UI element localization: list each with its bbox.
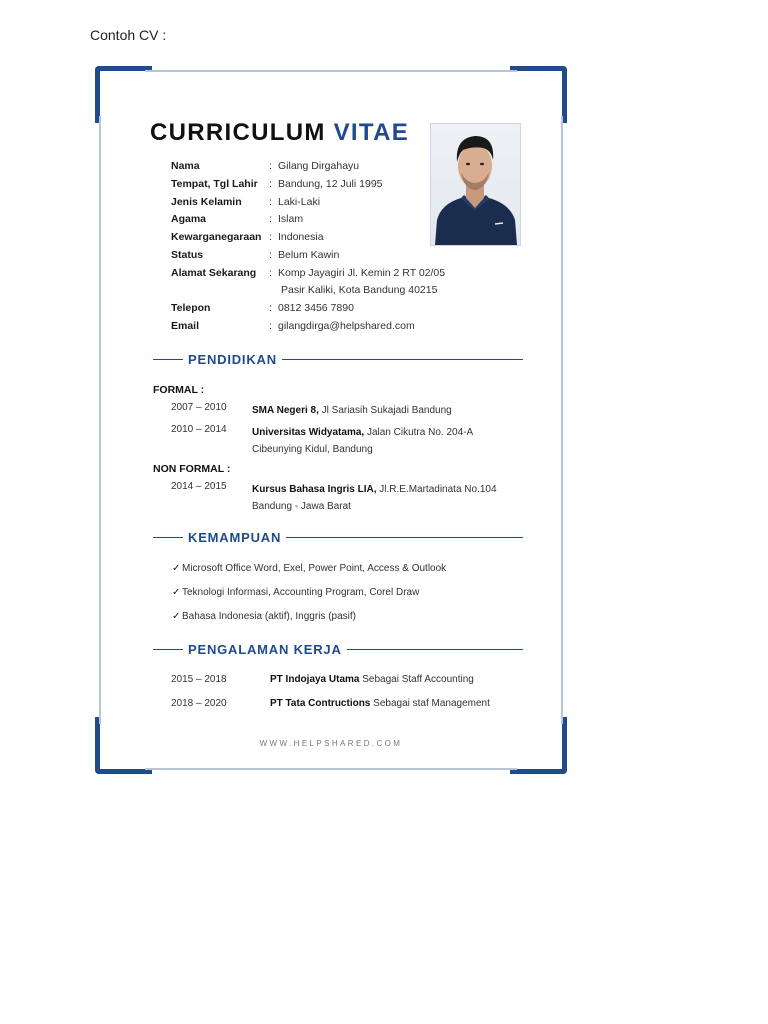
- detail-label: Status: [171, 248, 204, 261]
- detail-label: Telepon: [171, 302, 211, 315]
- detail-colon: :: [269, 231, 272, 244]
- detail-label: Nama: [171, 160, 200, 172]
- detail-value-address: [278, 267, 445, 296]
- section-rule: [153, 649, 183, 651]
- address-line-2: Pasir Kaliki, Kota Bandung 40215: [281, 283, 438, 296]
- frame-line-top: [145, 70, 517, 72]
- footer-url: WWW.HELPSHARED.COM: [259, 739, 403, 748]
- personal-details: [171, 160, 445, 338]
- education-entry: [153, 481, 502, 515]
- experience-role: Sebagai Staff Accounting: [359, 674, 474, 685]
- experience-years: 2015 – 2018: [171, 674, 227, 685]
- skill-text: Bahasa Indonesia (aktif), Inggris (pasif): [182, 611, 356, 622]
- education-detail: Jalan Cikutra No. 204-A: [364, 427, 474, 438]
- detail-value: Bandung, 12 Juli 1995: [278, 177, 383, 190]
- detail-row-telepon: [171, 302, 445, 320]
- check-icon: ✓: [172, 563, 181, 574]
- detail-label: Agama: [171, 213, 207, 226]
- detail-colon: :: [269, 266, 272, 279]
- education-years: 2014 – 2015: [171, 481, 227, 492]
- education-years: 2010 – 2014: [171, 424, 227, 435]
- education-detail-line2: Cibeunying Kidul, Bandung: [252, 444, 373, 455]
- detail-value: Belum Kawin: [278, 248, 340, 261]
- experience-text: [270, 674, 474, 698]
- education-text: [252, 402, 502, 419]
- detail-row-agama: [171, 213, 445, 231]
- detail-colon: :: [269, 160, 272, 172]
- section-rule: [153, 537, 183, 539]
- experience-role: Sebagai staf Management: [370, 698, 490, 709]
- detail-colon: :: [269, 302, 272, 315]
- detail-row-jenis-kelamin: [171, 196, 445, 214]
- section-title: KEMAMPUAN: [188, 530, 282, 545]
- skill-text: Microsoft Office Word, Exel, Power Point, Access & Outlook: [182, 563, 447, 574]
- cv-title-main: CURRICULUM: [150, 119, 326, 146]
- education-entry: [153, 402, 502, 419]
- education-entry: [153, 424, 502, 458]
- education-detail: Jl Sariasih Sukajadi Bandung: [318, 405, 452, 416]
- detail-row-nama: [171, 160, 445, 178]
- skill-item: [172, 563, 446, 587]
- section-rule: [282, 359, 523, 361]
- experience-row: [171, 698, 490, 722]
- detail-value: Indonesia: [278, 231, 324, 244]
- detail-colon: :: [269, 320, 272, 333]
- experience-company: PT Tata Contructions: [270, 698, 371, 709]
- skill-text: Teknologi Informasi, Accounting Program, Corel Draw: [182, 587, 420, 598]
- section-header-pengalaman-kerja: [153, 642, 523, 657]
- education-text: [252, 424, 502, 458]
- skill-item: [172, 611, 446, 635]
- education-text: [252, 481, 502, 515]
- section-title: PENGALAMAN KERJA: [188, 642, 342, 657]
- detail-row-email: [171, 320, 445, 338]
- detail-row-kewarganegaraan: [171, 231, 445, 249]
- experience-text: [270, 698, 490, 722]
- section-rule: [347, 649, 523, 651]
- formal-label: FORMAL :: [153, 384, 205, 396]
- detail-label: Alamat Sekarang: [171, 266, 257, 279]
- education-school: Universitas Widyatama,: [252, 427, 365, 438]
- frame-line-right: [561, 116, 563, 724]
- detail-colon: :: [269, 195, 272, 208]
- detail-label: Email: [171, 320, 200, 333]
- frame-corner-top-right: [510, 66, 567, 123]
- detail-label: Jenis Kelamin: [171, 195, 242, 208]
- education-detail-line2: Bandung - Jawa Barat: [252, 501, 351, 512]
- section-header-kemampuan: [153, 530, 523, 545]
- detail-label: Kewarganegaraan: [171, 231, 262, 244]
- section-header-pendidikan: [153, 352, 523, 367]
- page-caption: Contoh CV :: [90, 27, 167, 43]
- frame-line-bottom: [145, 768, 517, 770]
- experience-list: [171, 674, 490, 722]
- detail-value: Laki-Laki: [278, 195, 321, 208]
- detail-label: Tempat, Tgl Lahir: [171, 177, 258, 190]
- education-school: SMA Negeri 8,: [252, 405, 319, 416]
- section-rule: [153, 359, 183, 361]
- detail-value: Gilang Dirgahayu: [278, 160, 360, 172]
- detail-colon: :: [269, 213, 272, 226]
- check-icon: ✓: [172, 587, 181, 598]
- frame-corner-top-left: [95, 66, 152, 123]
- education-detail: Jl.R.E.Martadinata No.104: [376, 484, 497, 495]
- detail-row-alamat: [171, 267, 445, 303]
- detail-colon: :: [269, 248, 272, 261]
- section-rule: [286, 537, 523, 539]
- cv-title: [150, 119, 409, 147]
- detail-value: gilangdirga@helpshared.com: [278, 320, 415, 333]
- cv-title-accent: VITAE: [333, 119, 410, 146]
- address-line-1: Komp Jayagiri Jl. Kemin 2 RT 02/05: [278, 266, 446, 279]
- skill-item: [172, 587, 446, 611]
- experience-company: PT Indojaya Utama: [270, 674, 360, 685]
- education-school: Kursus Bahasa Ingris LIA,: [252, 484, 377, 495]
- detail-row-status: [171, 249, 445, 267]
- check-icon: ✓: [172, 611, 181, 622]
- detail-value: 0812 3456 7890: [278, 302, 354, 315]
- education-formal: [153, 384, 204, 396]
- experience-row: [171, 674, 490, 698]
- detail-row-ttl: [171, 178, 445, 196]
- education-nonformal: [153, 463, 230, 475]
- section-title: PENDIDIKAN: [188, 352, 277, 367]
- skills-list: [172, 563, 446, 635]
- nonformal-label: NON FORMAL :: [153, 463, 231, 475]
- detail-colon: :: [269, 177, 272, 190]
- detail-value: Islam: [278, 213, 304, 226]
- frame-line-left: [99, 116, 101, 724]
- cv-card: [95, 66, 567, 774]
- experience-years: 2018 – 2020: [171, 698, 227, 709]
- education-years: 2007 – 2010: [171, 402, 227, 413]
